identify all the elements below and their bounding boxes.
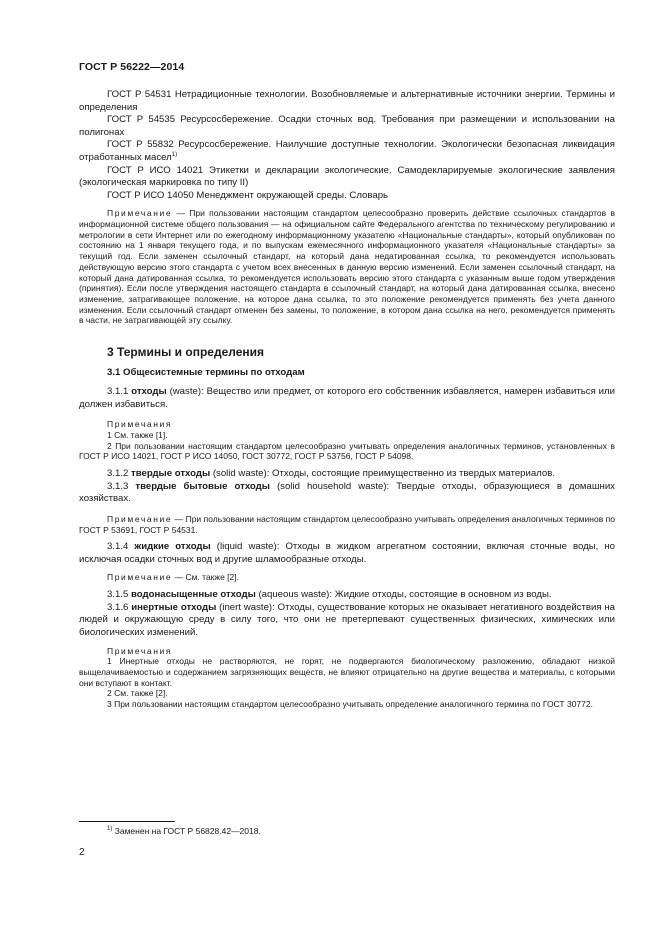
term-entry: 3.1.2 твердые отходы (solid waste): Отходы, состоящие преимущественно из твердых материалов.	[107, 468, 555, 480]
footnote: $^{1)}$ Заменен на ГОСТ Р 56828.42—2018.	[107, 826, 261, 836]
note-item: 3 При пользовании настоящим стандартом целесообразно учитывать определение аналогичного термина по ГОСТ 30772.	[107, 699, 593, 710]
note-item: 2 См. также [2].	[107, 688, 168, 699]
note-item: 1 См. также [1].	[107, 429, 168, 440]
term-entry: 3.1.4 жидкие отходы (liquid waste): Отходы в жидком агрегатном состоянии, включая сточные воды, но исключая осадки сточных вод и другие шламообразные отходы.	[79, 541, 615, 565]
term-entry: 3.1.6 инертные отходы (inert waste): Отходы, существование которых не оказывает негативного воздействия на людей и окружающую среду в силу того, что они не претерпевают существенных физических, химических или биологических изменений.	[79, 601, 616, 638]
note-item: 1 Инертные отходы не растворяются, не горят, не подвергаются биологическому разложению, обладают низкой выщелачиваемостью и содержанием загрязняющих веществ, не влияют отрицательно на другие вещества и материалы, с которыми они вступают в контакт.	[79, 656, 615, 688]
term: инертные отходы	[131, 601, 217, 613]
term: водонасыщенные отходы	[131, 589, 256, 601]
normative-ref: ГОСТ Р 54535 Ресурсосбережение. Осадки сточных вод. Требования при размещении и использовании на полигонах	[79, 114, 615, 138]
note-label: Примечание	[107, 572, 173, 583]
footnote-ref: 1)	[171, 151, 178, 158]
note-label: Примечание	[107, 208, 173, 219]
term: отходы	[131, 386, 167, 398]
document-header: ГОСТ Р 56222—2014	[79, 61, 185, 73]
general-note: Примечание — При пользовании настоящим стандартом целесообразно проверить действие ссылочных стандартов в информационной системе общего пользования — на официальном сайте Федерального агентства по техническому регулированию и метрологии в сети Интернет или по ежегодному информационному указателю «Национальные стандарты», который опубликован по состоянию на 1 января текущего года, и по выпускам ежемесячного информационного указателя «Национальные стандарты» за текущий год. Если заменен ссылочный стандарт, на который дана недатированная ссылка, то рекомендуется использовать действующую версию этого стандарта с учетом всех внесенных в данную версию изменений. Если заменен ссылочный стандарт, на который дана датированная ссылка, то рекомендуется использовать версию этого стандарта с указанным выше годом утверждения (принятия). Если после утверждения настоящего стандарта в ссылочный стандарт, на который дана датированная ссылка, внесено изменение, затрагивающее положение, на которое дана ссылка, то это положение рекомендуется применять без учета данного изменения. Если ссылочный стандарт отменен без замены, то положение, в котором дана ссылка на него, рекомендуется применять в части, не затрагивающей эту ссылку.	[79, 208, 615, 326]
term-entry: 3.1.5 водонасыщенные отходы (aqueous waste): Жидкие отходы, состоящие в основном из воды.	[107, 589, 552, 601]
normative-ref: ГОСТ Р 54531 Нетрадиционные технологии. Возобновляемые и альтернативные источники энергии. Термины и определения	[79, 89, 615, 113]
section-title: 3 Термины и определения	[107, 345, 265, 360]
note-item: 2 При пользовании настоящим стандартом целесообразно учитывать определения аналогичных терминов, установленных в ГОСТ Р ИСО 14021, ГОСТ Р ИСО 14050, ГОСТ 30772, ГОСТ Р 53756, ГОСТ Р 54098.	[79, 440, 615, 462]
term-entry: 3.1.3 твердые бытовые отходы (solid household waste): Твердые отходы, образующиеся в домашних хозяйствах.	[79, 480, 615, 505]
notes-label: Примечания	[107, 645, 173, 656]
subsection-title: 3.1 Общесистемные термины по отходам	[107, 367, 305, 379]
term-note: Примечание — См. также [2].	[107, 572, 239, 583]
term: твердые бытовые отходы	[135, 480, 270, 492]
term-note: Примечание — При пользовании настоящим стандартом целесообразно учитывать определения аналогичных терминов по ГОСТ Р 53691, ГОСТ Р 54531.	[79, 513, 615, 535]
term: твердые отходы	[131, 468, 211, 480]
term: жидкие отходы	[134, 541, 211, 553]
footnote-divider	[79, 821, 175, 822]
document-body	[79, 89, 615, 710]
normative-ref: ГОСТ Р ИСО 14050 Менеджмент окружающей среды. Словарь	[107, 189, 389, 201]
notes-label: Примечания	[107, 419, 173, 430]
term-entry: 3.1.1 отходы (waste): Вещество или предмет, от которого его собственник избавляется, намерен избавиться или должен избавиться.	[79, 386, 615, 410]
note-label: Примечание	[107, 513, 173, 524]
normative-ref: ГОСТ Р 55832 Ресурсосбережение. Наилучшие доступные технологии. Экологически безопасная ликвидация отработанных масел$^{1)}$	[79, 139, 615, 163]
normative-ref: ГОСТ Р ИСО 14021 Этикетки и декларации экологические. Самодекларируемые экологические заявления (экологическая маркировка по типу II)	[79, 164, 615, 189]
page-number: 2	[79, 847, 85, 858]
